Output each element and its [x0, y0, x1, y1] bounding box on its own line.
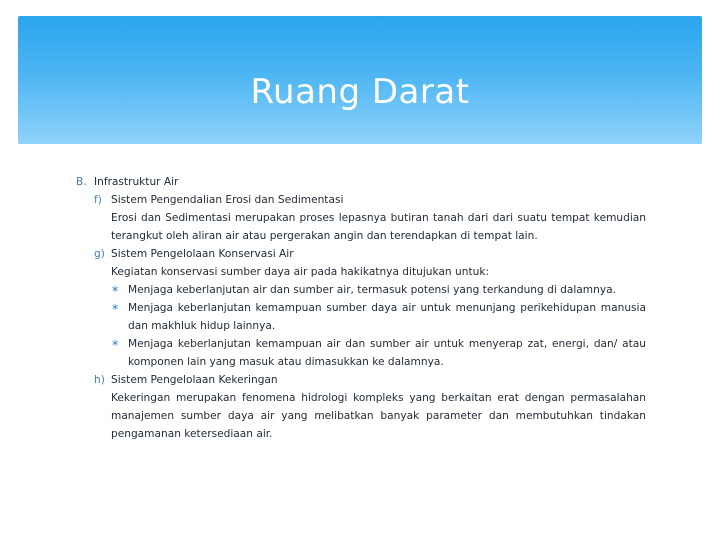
bullet-text: Menjaga keberlanjutan kemampuan air dan sumber air untuk menyerap zat, energi, dan/ atau komponen lain yang masuk atau dimasukkan ke dalamnya. — [128, 338, 646, 368]
asterisk-bullet-icon: ∗ — [111, 302, 120, 313]
item-heading: Sistem Pengelolaan Konservasi Air — [111, 248, 294, 260]
section-title: Infrastruktur Air — [94, 176, 179, 188]
item-marker: f) — [94, 194, 102, 206]
item-paragraph: Erosi dan Sedimentasi merupakan proses lepasnya butiran tanah dari dari suatu tempat kemudian terangkut oleh aliran air atau pergerakan angin dan terendapkan di tempat lain. — [111, 212, 646, 242]
item-paragraph: Kegiatan konservasi sumber daya air pada hakikatnya ditujukan untuk: — [111, 266, 490, 278]
asterisk-bullet-icon: ∗ — [111, 284, 120, 295]
title-banner — [18, 16, 702, 144]
slide-content — [76, 173, 646, 443]
asterisk-bullet-icon: ∗ — [111, 338, 120, 349]
slide-title: Ruang Darat — [250, 72, 470, 112]
item-heading: Sistem Pengelolaan Kekeringan — [111, 374, 278, 386]
section-heading — [76, 173, 646, 191]
list-item-heading — [76, 371, 646, 389]
section-marker: B. — [76, 176, 87, 188]
item-marker: h) — [94, 374, 105, 386]
list-item-heading — [76, 191, 646, 209]
list-item-heading — [76, 245, 646, 263]
bullet-text: Menjaga keberlanjutan kemampuan sumber daya air untuk menunjang perikehidupan manusia dan makhluk hidup lainnya. — [128, 302, 646, 332]
bullet-item — [76, 281, 646, 299]
bullet-text: Menjaga keberlanjutan air dan sumber air, termasuk potensi yang terkandung di dalamnya. — [128, 284, 616, 296]
bullet-item — [76, 335, 646, 371]
bullet-item — [76, 299, 646, 335]
item-paragraph: Kekeringan merupakan fenomena hidrologi kompleks yang berkaitan erat dengan permasalahan manajemen sumber daya air yang melibatkan banyak parameter dan membutuhkan tindakan pengamanan ketersediaan air. — [111, 392, 646, 440]
item-heading: Sistem Pengendalian Erosi dan Sedimentasi — [111, 194, 344, 206]
item-marker: g) — [94, 248, 105, 260]
